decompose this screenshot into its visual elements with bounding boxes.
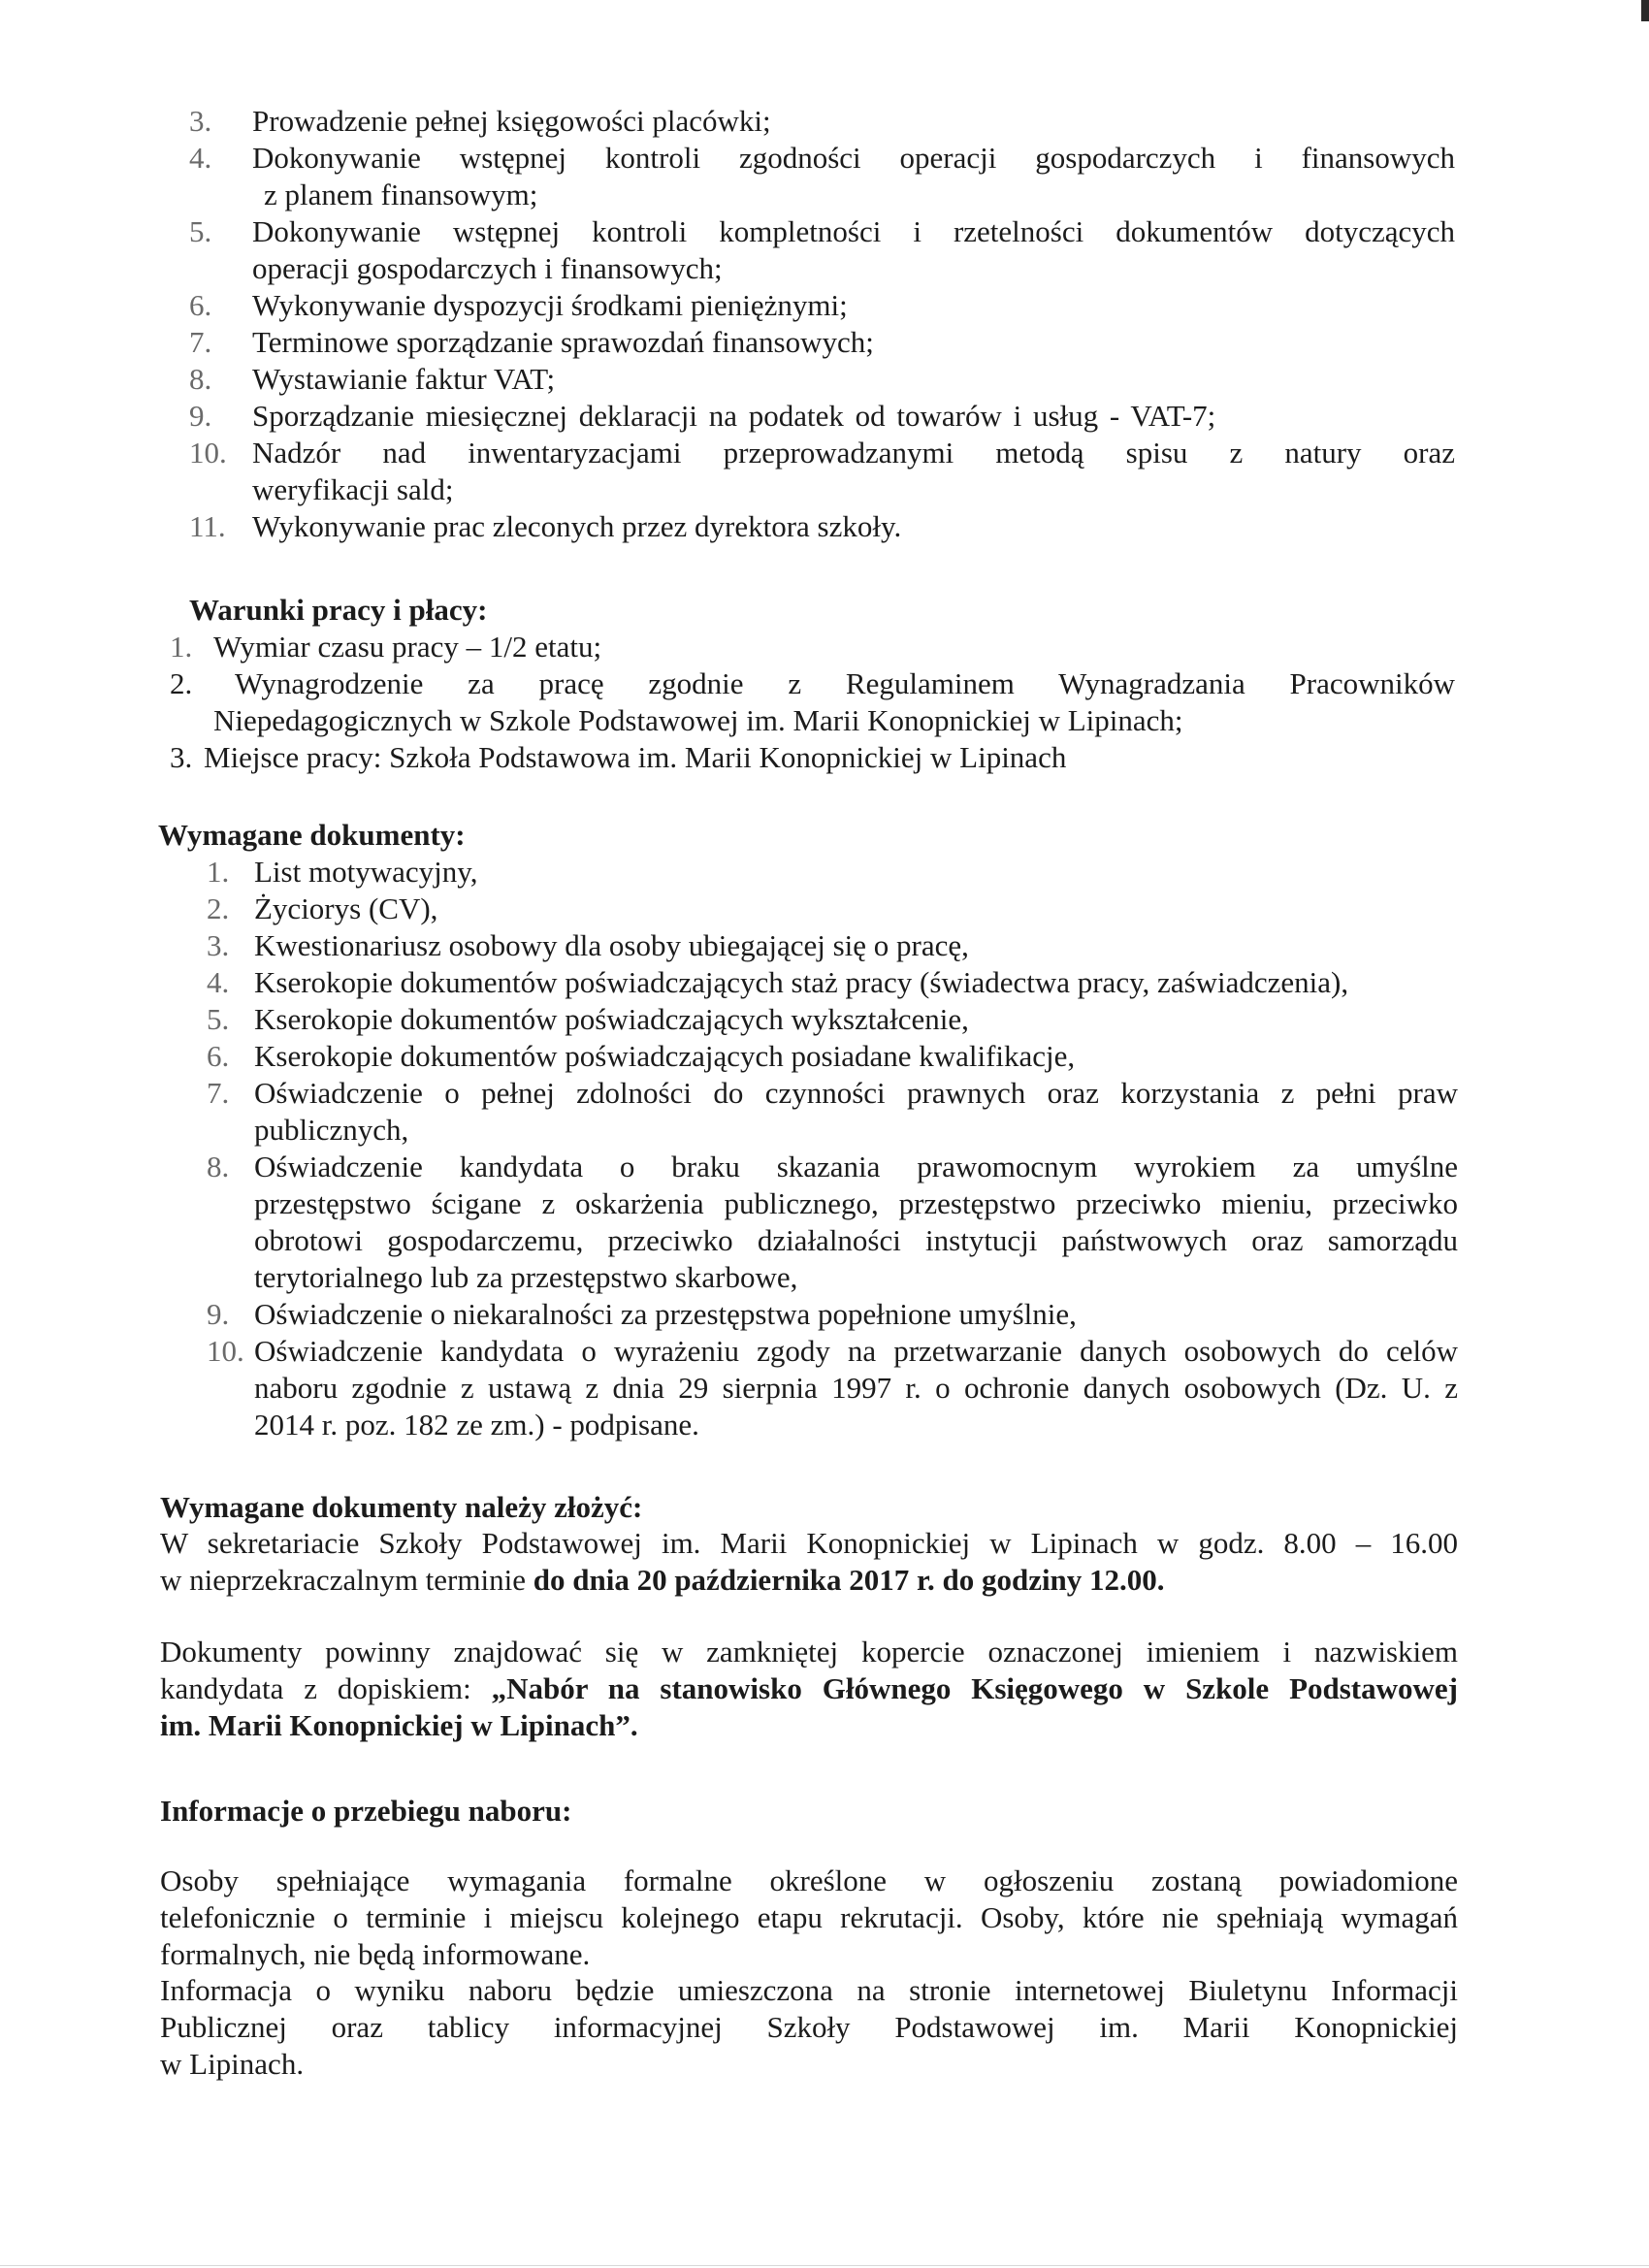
item-number: 7. — [207, 1076, 230, 1110]
list-item — [207, 1149, 1458, 1296]
list-item — [189, 140, 1455, 213]
item-number: 9. — [189, 399, 212, 433]
paragraph-line: Osoby spełniające wymagania formalne określone w ogłoszeniu zostaną powiadomione — [160, 1863, 1458, 1897]
item-text: Dokonywanie wstępnej kontroli zgodności operacji gospodarczych i finansowych — [252, 141, 1455, 175]
list-item — [207, 854, 1458, 891]
item-text: Wykonywanie prac zleconych przez dyrektora szkoły. — [252, 509, 902, 543]
item-number: 2. — [170, 666, 193, 700]
documents-heading: Wymagane dokumenty: — [158, 818, 466, 852]
documents-list — [207, 854, 1458, 1443]
item-text: Życiorys (CV), — [254, 891, 438, 925]
item-text: Wynagrodzenie za pracę zgodnie z Regulaminem Wynagradzania Pracowników — [235, 666, 1455, 700]
item-text: z planem finansowym; — [264, 178, 538, 211]
item-number: 5. — [207, 1002, 230, 1036]
item-text: Sporządzanie miesięcznej deklaracji na podatek od towarów i usług - VAT-7; — [252, 399, 1216, 433]
item-text: Dokonywanie wstępnej kontroli kompletności i rzetelności dokumentów dotyczących — [252, 214, 1455, 248]
conditions-heading: Warunki pracy i płacy: — [189, 593, 488, 627]
deadline-date: do dnia 20 października 2017 r. do godziny 12.00. — [533, 1563, 1165, 1597]
item-text: Kwestionariusz osobowy dla osoby ubiegającej się o pracę, — [254, 928, 969, 962]
list-item — [207, 1296, 1458, 1333]
item-text: weryfikacji sald; — [252, 472, 454, 506]
item-text: przestępstwo ścigane z oskarżenia publicznego, przestępstwo przeciwko mieniu, przeciwko — [254, 1186, 1458, 1220]
list-item — [189, 324, 1455, 361]
item-number: 10. — [207, 1334, 244, 1368]
list-item — [189, 287, 1455, 324]
submission-deadline-line — [160, 1562, 1458, 1599]
envelope-line: Dokumenty powinny znajdować się w zamkniętej kopercie oznaczonej imieniem i nazwiskiem — [160, 1635, 1458, 1669]
item-text: Wystawianie faktur VAT; — [252, 362, 556, 396]
item-text: publicznych, — [254, 1113, 409, 1147]
item-text: operacji gospodarczych i finansowych; — [252, 251, 723, 285]
item-number: 5. — [189, 214, 212, 248]
item-text: Miejsce pracy: Szkoła Podstawowa im. Marii Konopnickiej w Lipinach — [204, 740, 1067, 774]
list-item — [170, 629, 1455, 665]
envelope-label-cont: im. Marii Konopnickiej w Lipinach”. — [160, 1708, 638, 1742]
item-text: Oświadczenie o niekaralności za przestępstwa popełnione umyślnie, — [254, 1297, 1077, 1331]
list-item — [207, 891, 1458, 927]
recruitment-paragraph-1 — [160, 1863, 1458, 1973]
item-text: naboru zgodnie z ustawą z dnia 29 sierpnia 1997 r. o ochronie danych osobowych (Dz. U. z — [254, 1371, 1458, 1405]
list-item — [207, 927, 1458, 964]
list-item — [170, 739, 1455, 776]
paragraph-line: telefonicznie o terminie i miejscu kolejnego etapu rekrutacji. Osoby, które nie spełniają wymagań — [160, 1900, 1458, 1934]
item-number: 8. — [207, 1150, 230, 1183]
item-text: Prowadzenie pełnej księgowości placówki; — [252, 104, 771, 138]
deadline-prefix: w nieprzekraczalnym terminie — [160, 1563, 534, 1597]
item-number: 8. — [189, 362, 212, 396]
item-text: Kserokopie dokumentów poświadczających wykształcenie, — [254, 1002, 969, 1036]
item-text: Oświadczenie o pełnej zdolności do czynności prawnych oraz korzystania z pełni praw — [254, 1076, 1458, 1110]
item-number: 1. — [170, 630, 193, 664]
list-item — [170, 665, 1455, 739]
list-item — [189, 398, 1455, 435]
envelope-instructions — [160, 1634, 1458, 1744]
item-text: List motywacyjny, — [254, 855, 478, 889]
list-item — [207, 964, 1458, 1001]
item-number: 4. — [207, 965, 230, 999]
list-item — [207, 1001, 1458, 1038]
item-number: 6. — [207, 1039, 230, 1073]
item-number: 11. — [189, 509, 226, 543]
envelope-prefix: kandydata z dopiskiem: — [160, 1671, 492, 1705]
item-text: Terminowe sporządzanie sprawozdań finansowych; — [252, 325, 874, 359]
paragraph-line: formalnych, nie będą informowane. — [160, 1937, 591, 1971]
envelope-label-line — [160, 1670, 1458, 1707]
item-text: Nadzór nad inwentaryzacjami przeprowadzanymi metodą spisu z natury oraz — [252, 436, 1455, 470]
item-number: 3. — [189, 104, 212, 138]
submission-heading: Wymagane dokumenty należy złożyć: — [160, 1490, 643, 1524]
item-text: Oświadczenie kandydata o wyrażeniu zgody na przetwarzanie danych osobowych do celów — [254, 1334, 1458, 1368]
list-item — [207, 1038, 1458, 1075]
list-item — [189, 213, 1455, 287]
item-number: 4. — [189, 141, 212, 175]
item-text: obrotowi gospodarczemu, przeciwko działalności instytucji państwowych oraz samorządu — [254, 1223, 1458, 1257]
list-item — [189, 361, 1455, 398]
list-item — [207, 1333, 1458, 1443]
item-text: Wykonywanie dyspozycji środkami pieniężnymi; — [252, 288, 848, 322]
list-item — [189, 435, 1455, 508]
envelope-label: „Nabór na stanowisko Głównego Księgowego w Szkole Podstawowej — [491, 1671, 1458, 1705]
item-number: 3. — [207, 928, 230, 962]
item-text: Niepedagogicznych w Szkole Podstawowej im. Marii Konopnickiej w Lipinach; — [213, 703, 1183, 737]
item-text: Wymiar czasu pracy – 1/2 etatu; — [213, 630, 602, 664]
item-number: 1. — [207, 855, 230, 889]
submission-line: W sekretariacie Szkoły Podstawowej im. Marii Konopnickiej w Lipinach w godz. 8.00 – 16.00 — [160, 1526, 1458, 1560]
paragraph-line: w Lipinach. — [160, 2047, 305, 2081]
item-text: 2014 r. poz. 182 ze zm.) - podpisane. — [254, 1408, 699, 1442]
item-text: Kserokopie dokumentów poświadczających posiadane kwalifikacje, — [254, 1039, 1076, 1073]
list-item — [189, 508, 1455, 545]
paragraph-line: Publicznej oraz tablicy informacyjnej Szkoły Podstawowej im. Marii Konopnickiej — [160, 2010, 1458, 2044]
conditions-list — [170, 629, 1455, 776]
item-text: terytorialnego lub za przestępstwo skarbowe, — [254, 1260, 798, 1294]
paragraph-line: Informacja o wyniku naboru będzie umieszczona na stronie internetowej Biuletynu Informacji — [160, 1973, 1458, 2007]
item-number: 7. — [189, 325, 212, 359]
item-number: 3. — [170, 740, 193, 774]
item-text: Kserokopie dokumentów poświadczających staż pracy (świadectwa pracy, zaświadczenia), — [254, 965, 1349, 999]
recruitment-paragraph-2 — [160, 1972, 1458, 2083]
list-item — [207, 1075, 1458, 1149]
item-number: 6. — [189, 288, 212, 322]
recruitment-heading: Informacje o przebiegu naboru: — [160, 1794, 572, 1828]
submission-text — [160, 1525, 1458, 1599]
list-item — [189, 103, 1455, 140]
item-number: 10. — [189, 436, 227, 470]
item-text: Oświadczenie kandydata o braku skazania prawomocnym wyrokiem za umyślne — [254, 1150, 1458, 1183]
item-number: 9. — [207, 1297, 230, 1331]
duties-list — [189, 103, 1455, 545]
item-number: 2. — [207, 891, 230, 925]
